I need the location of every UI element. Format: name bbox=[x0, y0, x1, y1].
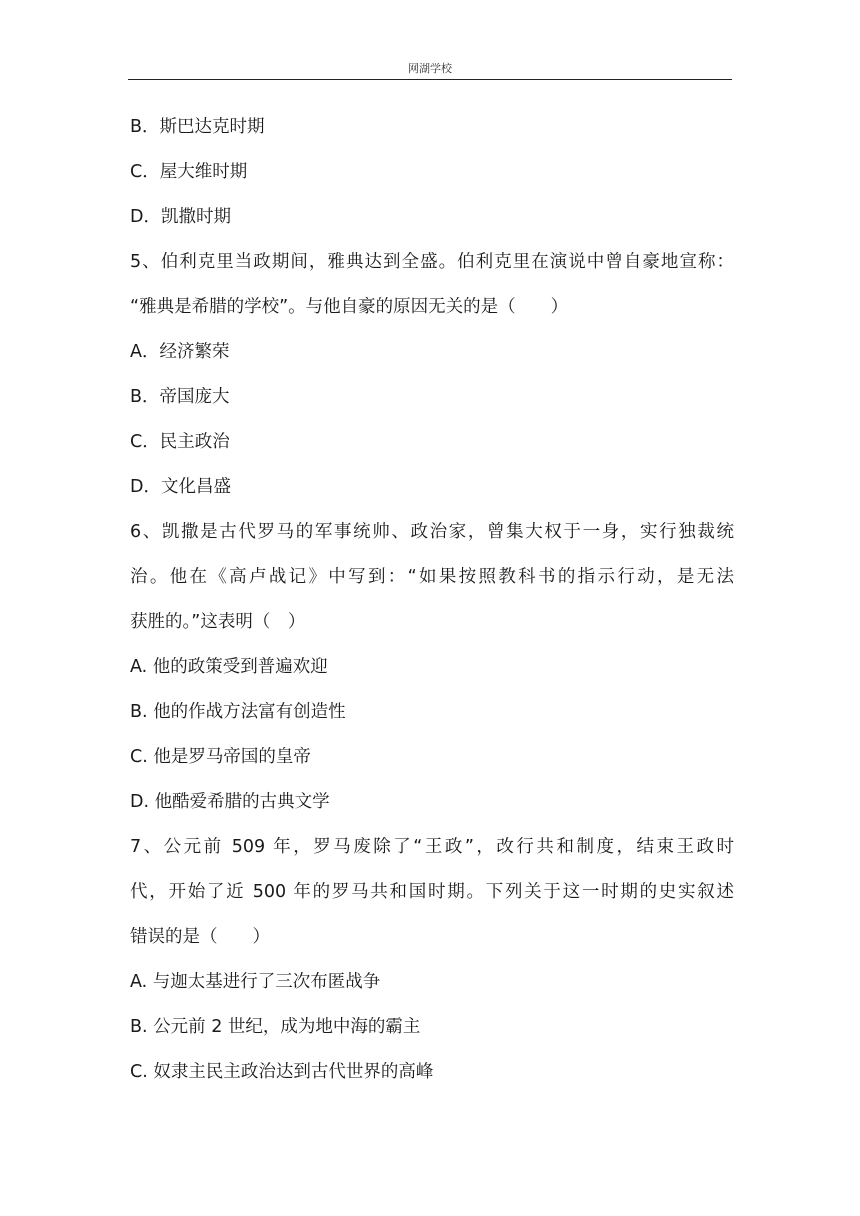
option-line-5d: D．文化昌盛 bbox=[130, 477, 231, 497]
option-line-5c: C．民主政治 bbox=[130, 432, 230, 452]
option-line-4b: B．斯巴达克时期 bbox=[130, 117, 265, 137]
question-7-line-1: 7、公元前 509 年，罗马废除了“王政”，改行共和制度，结束王政时 bbox=[130, 837, 734, 857]
question-6-line-2: 治。他在《高卢战记》中写到：“如果按照教科书的指示行动，是无法 bbox=[130, 567, 734, 587]
option-line-6c: C. 他是罗马帝国的皇帝 bbox=[130, 747, 311, 767]
question-5-line-1: 5、伯利克里当政期间，雅典达到全盛。伯利克里在演说中曾自豪地宣称： bbox=[130, 252, 734, 272]
question-5-line-2: “雅典是希腊的学校”。与他自豪的原因无关的是（ ） bbox=[130, 297, 569, 317]
document-body bbox=[130, 112, 734, 1102]
option-line-6a: A. 他的政策受到普遍欢迎 bbox=[130, 657, 328, 677]
option-line-6b: B. 他的作战方法富有创造性 bbox=[130, 702, 346, 722]
option-line-5b: B．帝国庞大 bbox=[130, 387, 230, 407]
page-header-school-name: 网湖学校 bbox=[408, 62, 452, 75]
option-line-4d: D．凯撒时期 bbox=[130, 207, 231, 227]
header-divider bbox=[128, 79, 732, 80]
option-line-7a: A. 与迦太基进行了三次布匿战争 bbox=[130, 972, 381, 992]
option-line-7c: C. 奴隶主民主政治达到古代世界的高峰 bbox=[130, 1062, 434, 1082]
option-line-7b: B. 公元前 2 世纪，成为地中海的霸主 bbox=[130, 1017, 421, 1037]
option-line-6d: D. 他酷爱希腊的古典文学 bbox=[130, 792, 330, 812]
option-line-4c: C．屋大维时期 bbox=[130, 162, 248, 182]
question-6-line-3: 获胜的。”这表明（ ） bbox=[130, 612, 306, 632]
question-7-line-2: 代，开始了近 500 年的罗马共和国时期。下列关于这一时期的史实叙述 bbox=[130, 882, 734, 902]
question-6-line-1: 6、凯撒是古代罗马的军事统帅、政治家，曾集大权于一身，实行独裁统 bbox=[130, 522, 734, 542]
option-line-5a: A．经济繁荣 bbox=[130, 342, 230, 362]
question-7-line-3: 错误的是（ ） bbox=[130, 927, 270, 947]
